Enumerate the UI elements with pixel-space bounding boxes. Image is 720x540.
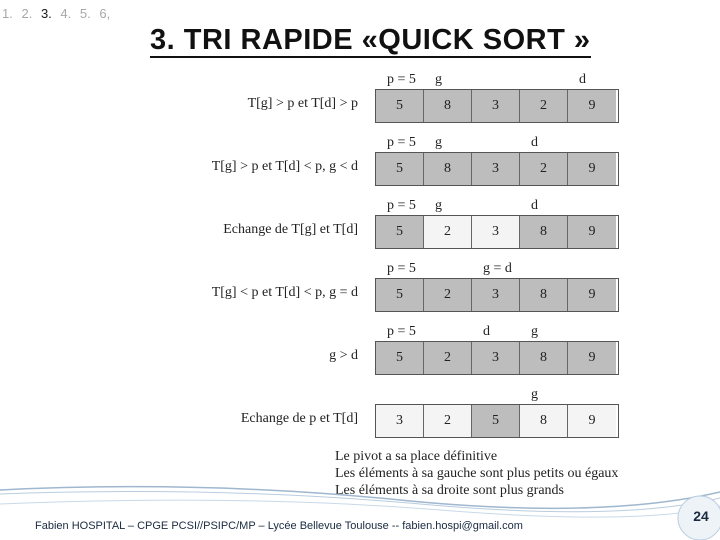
index-label: p = 5 bbox=[387, 72, 416, 87]
index-label: g bbox=[531, 387, 538, 402]
array-cell: 3 bbox=[472, 153, 520, 185]
nav-item-1[interactable]: 1. bbox=[2, 6, 13, 21]
array-cell: 3 bbox=[472, 279, 520, 311]
index-labels bbox=[375, 198, 620, 214]
array-row bbox=[375, 341, 619, 375]
array-cell: 2 bbox=[520, 153, 568, 185]
array-cell: 9 bbox=[568, 279, 616, 311]
index-label: d bbox=[579, 72, 586, 87]
index-labels bbox=[375, 72, 620, 88]
index-label: p = 5 bbox=[387, 261, 416, 276]
array-cell: 9 bbox=[568, 153, 616, 185]
array-cell: 8 bbox=[520, 279, 568, 311]
index-label: p = 5 bbox=[387, 198, 416, 213]
section-nav bbox=[2, 6, 115, 21]
array-cell: 9 bbox=[568, 342, 616, 374]
array-cell: 5 bbox=[472, 405, 520, 437]
slide-title-text: 3. TRI RAPIDE «QUICK SORT » bbox=[150, 24, 591, 56]
step-description: T[g] < p et T[d] < p, g = d bbox=[211, 285, 358, 300]
array-cell: 5 bbox=[376, 279, 424, 311]
array-row bbox=[375, 215, 619, 249]
index-labels bbox=[375, 387, 620, 403]
array-cell: 8 bbox=[520, 405, 568, 437]
note-line-2: Les éléments à sa gauche sont plus petits ou égaux bbox=[335, 466, 619, 481]
nav-item-3-current[interactable]: 3. bbox=[40, 6, 52, 21]
index-label: p = 5 bbox=[387, 324, 416, 339]
array-cell: 5 bbox=[376, 216, 424, 248]
array-row bbox=[375, 404, 619, 438]
note-line-3: Les éléments à sa droite sont plus grands bbox=[335, 483, 565, 498]
array-cell: 3 bbox=[472, 342, 520, 374]
index-label: d bbox=[531, 198, 538, 213]
array-row bbox=[375, 152, 619, 186]
step-description: Echange de T[g] et T[d] bbox=[223, 222, 358, 237]
array-cell: 2 bbox=[520, 90, 568, 122]
index-label: g bbox=[435, 135, 442, 150]
array-cell: 3 bbox=[472, 90, 520, 122]
array-cell: 5 bbox=[376, 342, 424, 374]
array-row bbox=[375, 278, 619, 312]
array-cell: 5 bbox=[376, 90, 424, 122]
index-labels bbox=[375, 324, 620, 340]
index-label: p = 5 bbox=[387, 135, 416, 150]
nav-item-4[interactable]: 4. bbox=[60, 6, 72, 21]
page-number: 24 bbox=[693, 508, 709, 524]
array-cell: 2 bbox=[424, 405, 472, 437]
array-cell: 5 bbox=[376, 153, 424, 185]
step-description: g > d bbox=[329, 348, 358, 363]
index-labels bbox=[375, 261, 620, 277]
footer bbox=[0, 480, 720, 540]
nav-item-6[interactable]: 6, bbox=[99, 6, 111, 21]
slide-title bbox=[150, 24, 591, 57]
array-cell: 8 bbox=[424, 90, 472, 122]
array-cell: 3 bbox=[472, 216, 520, 248]
array-cell: 2 bbox=[424, 216, 472, 248]
array-cell: 8 bbox=[520, 216, 568, 248]
note-line-1: Le pivot a sa place définitive bbox=[335, 449, 498, 464]
step-description: Echange de p et T[d] bbox=[240, 411, 358, 426]
array-cell: 3 bbox=[376, 405, 424, 437]
index-labels bbox=[375, 135, 620, 151]
index-label: d bbox=[531, 135, 538, 150]
nav-item-5[interactable]: 5. bbox=[79, 6, 91, 21]
array-cell: 2 bbox=[424, 279, 472, 311]
index-label: d bbox=[483, 324, 490, 339]
array-row bbox=[375, 89, 619, 123]
array-cell: 2 bbox=[424, 342, 472, 374]
index-label: g bbox=[435, 72, 442, 87]
nav-item-2[interactable]: 2. bbox=[21, 6, 33, 21]
array-cell: 9 bbox=[568, 216, 616, 248]
array-cell: 8 bbox=[424, 153, 472, 185]
array-cell: 9 bbox=[568, 405, 616, 437]
index-label: g bbox=[531, 324, 538, 339]
array-cell: 9 bbox=[568, 90, 616, 122]
array-cell: 8 bbox=[520, 342, 568, 374]
step-description: T[g] > p et T[d] < p, g < d bbox=[211, 159, 358, 174]
index-label: g bbox=[435, 198, 442, 213]
footer-credit: Fabien HOSPITAL – CPGE PCSI//PSIPC/MP – Lycée Bellevue Toulouse -- fabien.hospi@gmail.com bbox=[35, 520, 523, 532]
index-label: g = d bbox=[483, 261, 512, 276]
step-description: T[g] > p et T[d] > p bbox=[247, 96, 358, 111]
